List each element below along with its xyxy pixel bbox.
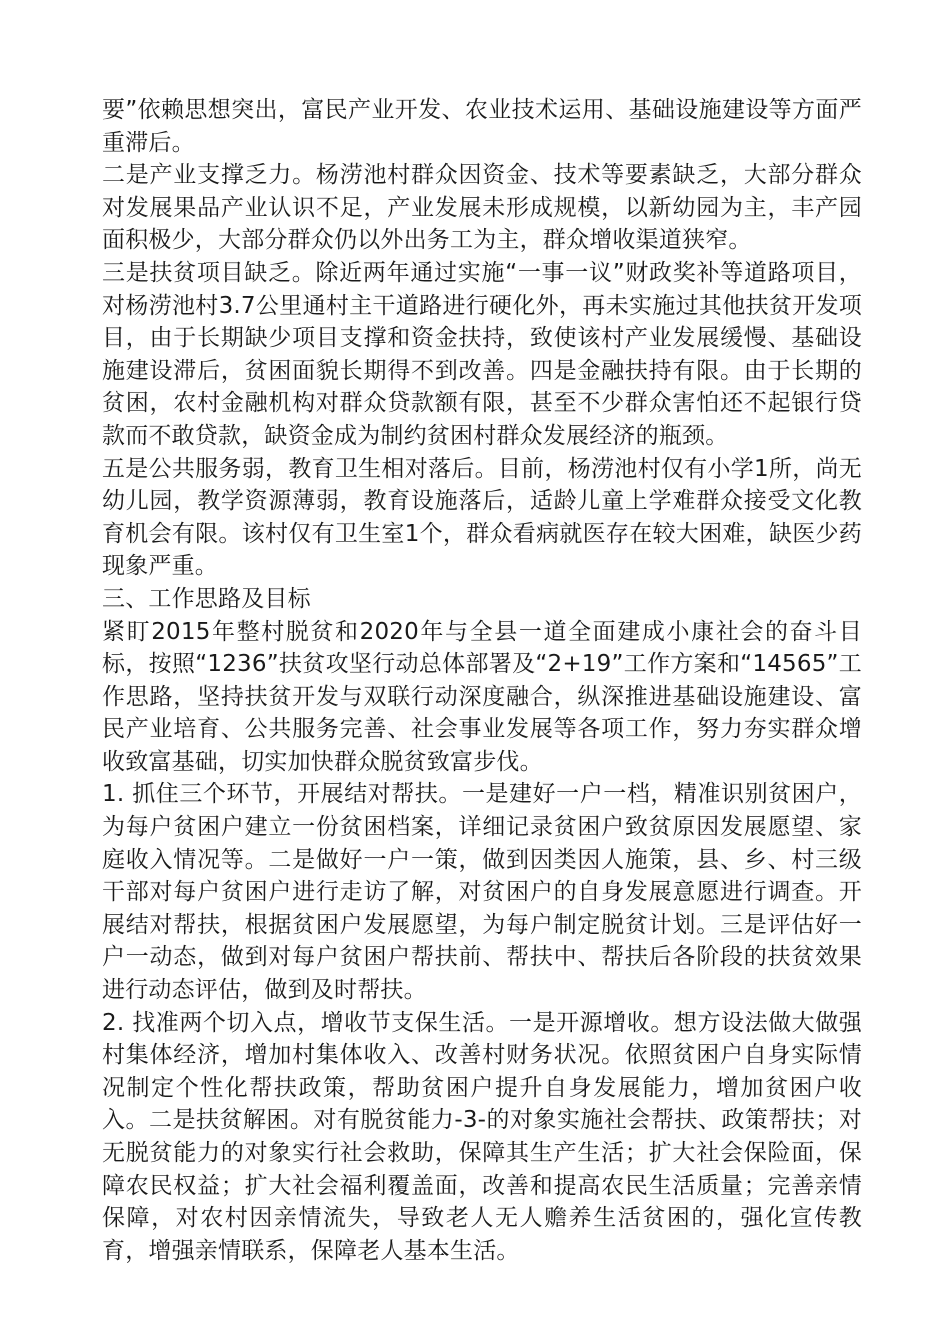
paragraph-item-2: 2. 找准两个切入点，增收节支保生活。一是开源增收。想方设法做大做强村集体经济，增加村集体收入、改善村财务状况。依照贫困户自身实际情况制定个性化帮扶政策，帮助贫困户提升自身发展能力，增加贫困户收入。二是扶贫解困。对有脱贫能力-3-的对象实施社会帮扶、政策帮扶；对无脱贫能力的对象实行社会救助，保障其生产生活；扩大社会保险面，保障农民权益；扩大社会福利覆盖面，改善和提高农民生活质量；完善亲情保障，对农村因亲情流失，导致老人无人赡养生活贫困的，强化宣传教育，增强亲情联系，保障老人基本生活。 — [102, 1009, 862, 1264]
paragraph-industry-support: 二是产业支撑乏力。杨涝池村群众因资金、技术等要素缺乏，大部分群众对发展果品产业认识不足，产业发展未形成规模，以新幼园为主，丰产园面积极少，大部分群众仍以外出务工为主，群众增收渠道狭窄。 — [102, 162, 862, 254]
paragraph-item-1: 1. 抓住三个环节，开展结对帮扶。一是建好一户一档，精准识别贫困户，为每户贫困户建立一份贫困档案，详细记录贫困户致贫原因发展愿望、家庭收入情况等。二是做好一户一策，做到因类因人施策，县、乡、村三级干部对每户贫困户进行走访了解，对贫困户的自身发展意愿进行调查。开展结对帮扶，根据贫困户发展愿望，为每户制定脱贫计划。三是评估好一户一动态，做到对每户贫困户帮扶前、帮扶中、帮扶后各阶段的扶贫效果进行动态评估，做到及时帮扶。 — [102, 781, 862, 1004]
paragraph-poverty-projects: 三是扶贫项目缺乏。除近两年通过实施“一事一议”财政奖补等道路项目，对杨涝池村3.7公里通村主干道路进行硬化外，再未实施过其他扶贫开发项目，由于长期缺少项目支撑和资金扶持，致使该村产业发展缓慢、基础设施建设滞后，贫困面貌长期得不到改善。四是金融扶持有限。由于长期的贫困，农村金融机构对群众贷款额有限，甚至不少群众害怕还不起银行贷款而不敢贷款，缺资金成为制约贫困村群众发展经济的瓶颈。 — [102, 259, 862, 449]
document-body — [102, 94, 862, 1267]
paragraph-goals: 紧盯2015年整村脱贫和2020年与全县一道全面建成小康社会的奋斗目标，按照“1236”扶贫攻坚行动总体部署及“2+19”工作方案和“14565”工作思路，坚持扶贫开发与双联行动深度融合，纵深推进基础设施建设、富民产业培育、公共服务完善、社会事业发展等各项工作，努力夯实群众增收致富基础，切实加快群众脱贫致富步伐。 — [102, 618, 862, 775]
section-heading-work-ideas: 三、工作思路及目标 — [102, 585, 311, 612]
paragraph-public-services: 五是公共服务弱，教育卫生相对落后。目前，杨涝池村仅有小学1所，尚无幼儿园，教学资源薄弱，教育设施落后，适龄儿童上学难群众接受文化教育机会有限。该村仅有卫生室1个，群众看病就医存在较大困难，缺医少药现象严重。 — [102, 455, 862, 580]
paragraph-intro-continuation: 要”依赖思想突出，富民产业开发、农业技术运用、基础设施建设等方面严重滞后。 — [102, 97, 862, 156]
